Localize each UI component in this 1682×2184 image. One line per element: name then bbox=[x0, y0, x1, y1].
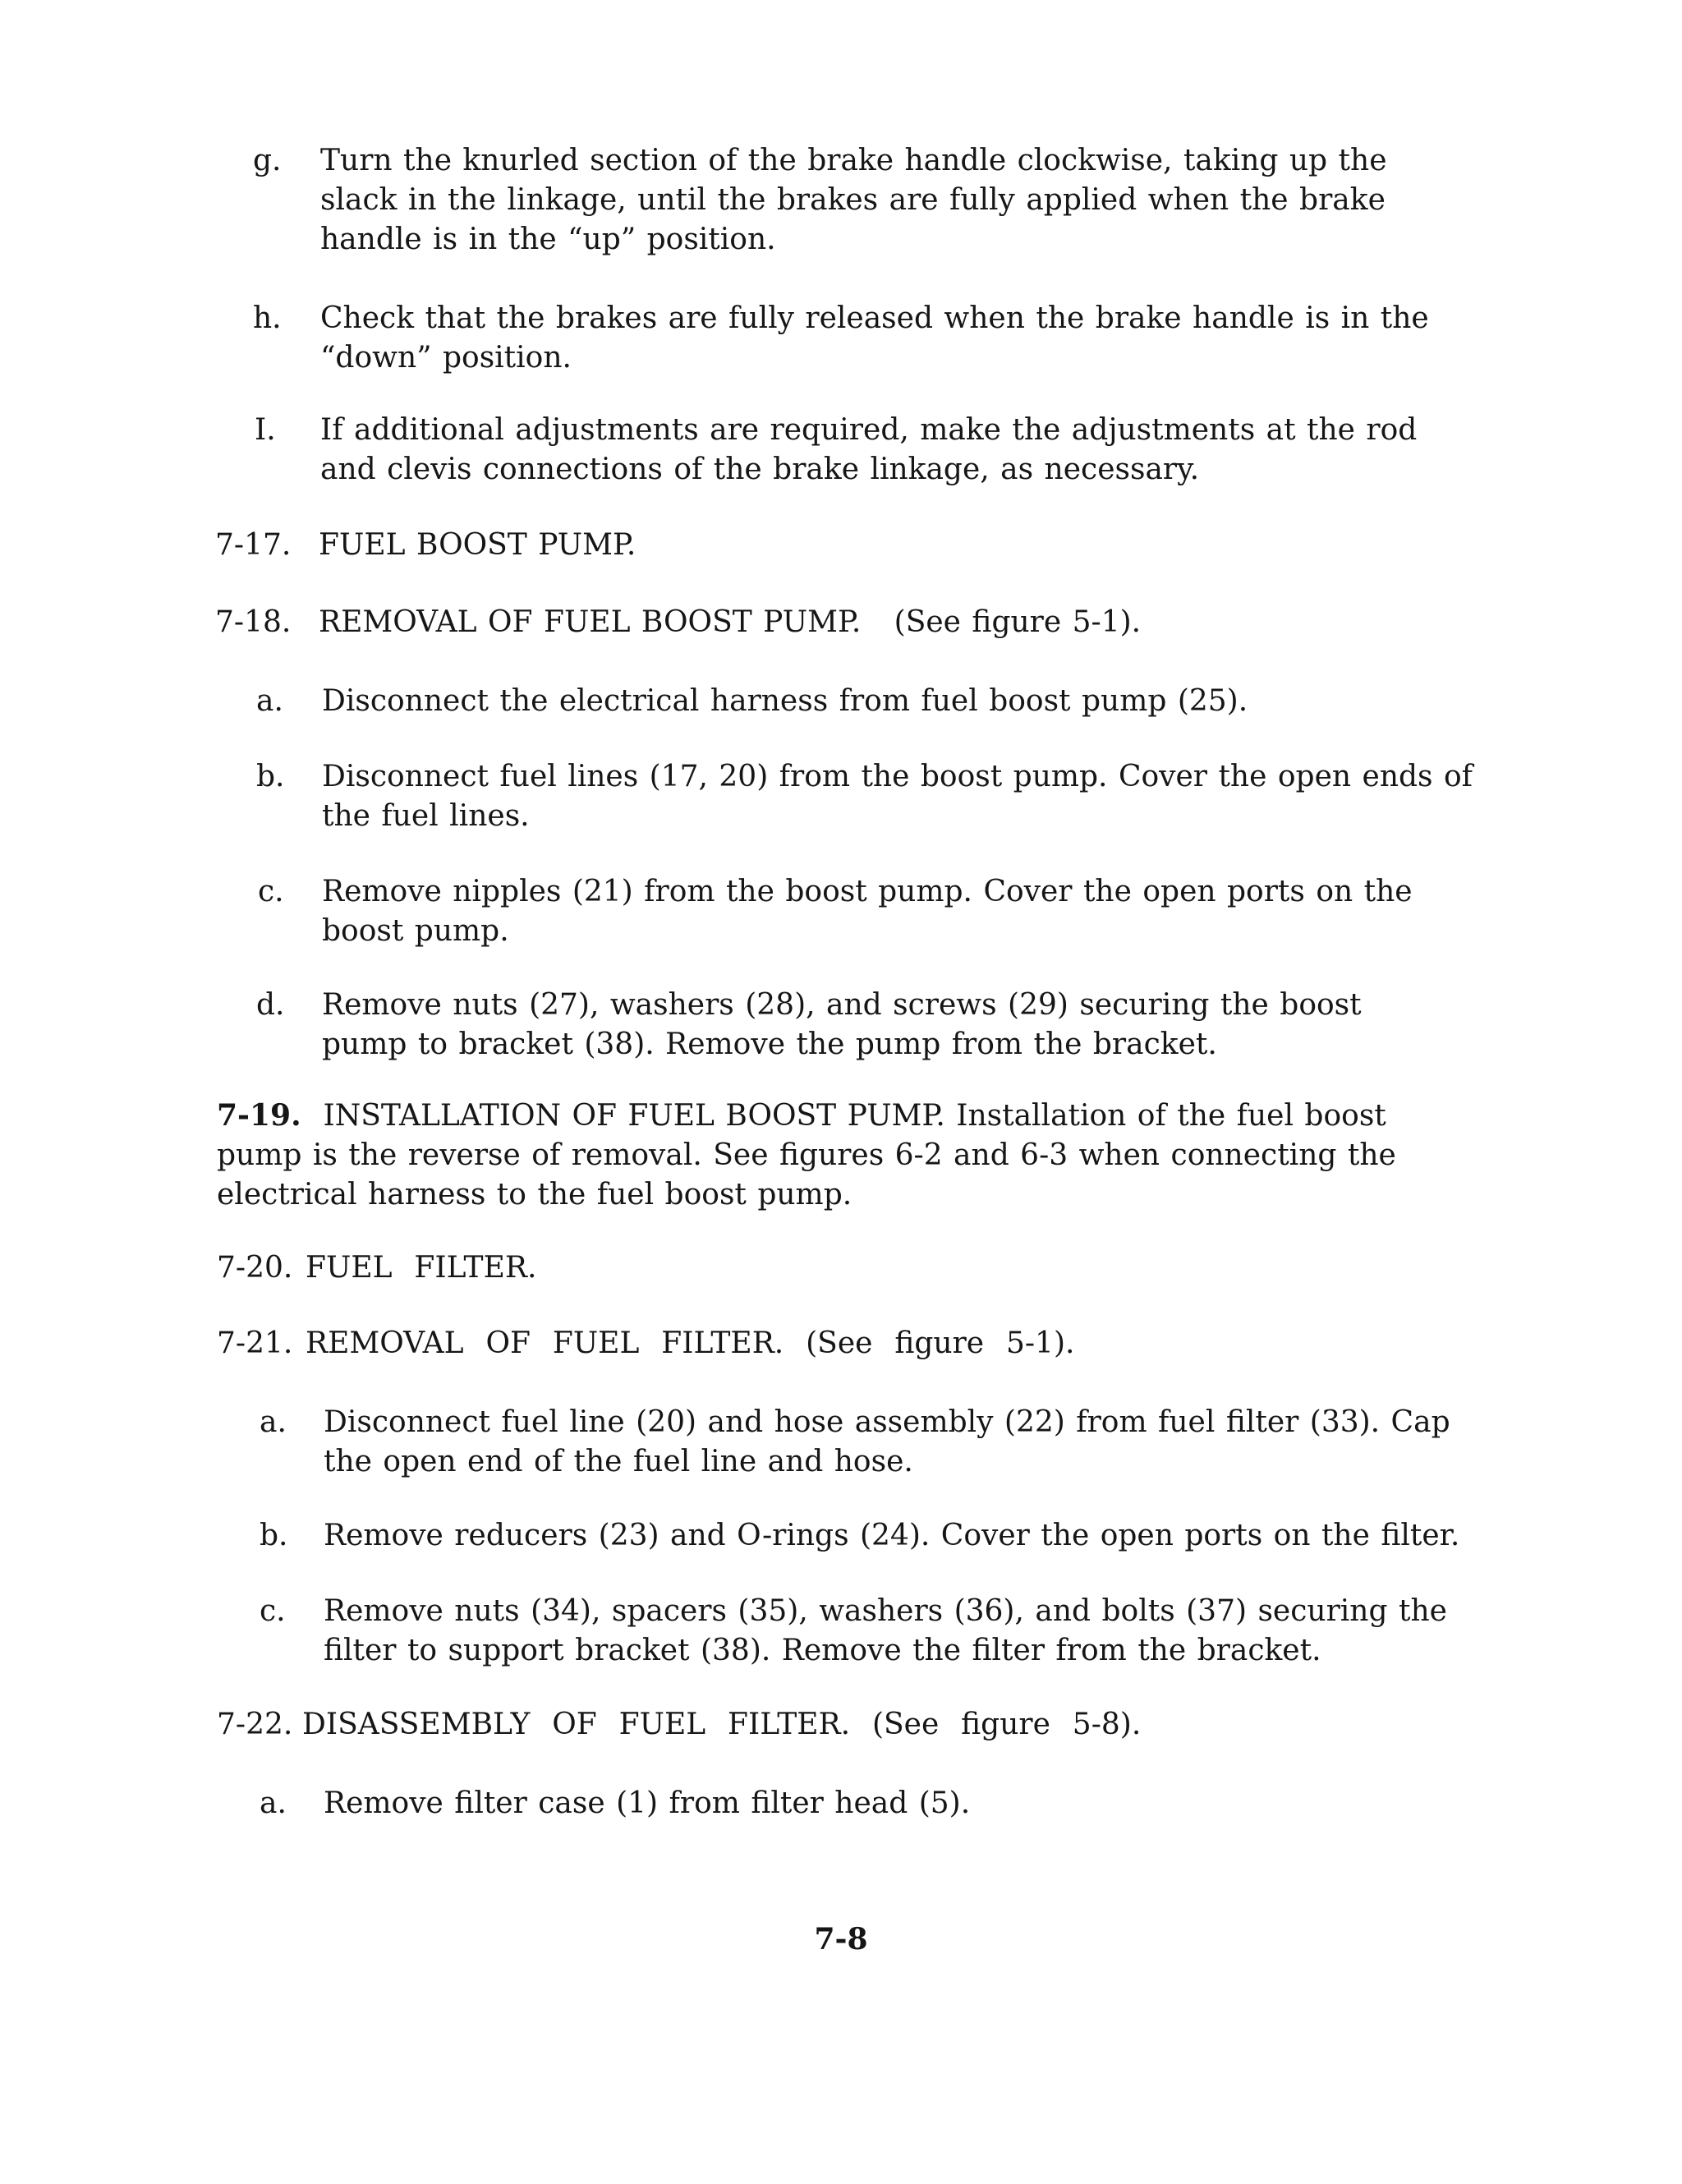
section-heading-7-18 bbox=[215, 603, 1447, 642]
section-heading-7-17 bbox=[215, 526, 1365, 565]
item-text: Disconnect fuel line (20) and hose assembly (22) from fuel filter (33). Cap the open end of the fuel line and hose. bbox=[324, 1405, 1450, 1478]
item-label: b. bbox=[256, 760, 285, 793]
section-number: 7-21. bbox=[217, 1326, 293, 1360]
item-label: h. bbox=[253, 301, 282, 335]
item-text: If additional adjustments are required, make the adjustments at the rod and clevis connections of the brake linkage, as necessary. bbox=[320, 413, 1418, 486]
section-number: 7-17. bbox=[215, 528, 292, 562]
item-label: a. bbox=[260, 1405, 287, 1439]
list-item bbox=[260, 1403, 1500, 1482]
item-label: d. bbox=[256, 988, 285, 1022]
section-text: INSTALLATION OF FUEL BOOST PUMP. Installation of the fuel boost pump is the reverse of removal. See figures 6-2 and 6-3 when connecting the electrical harness to the fuel boost pump. bbox=[217, 1099, 1396, 1212]
item-text: Remove nuts (34), spacers (35), washers (36), and bolts (37) securing the filter to support bracket (38). Remove the filter from the bracket. bbox=[324, 1594, 1447, 1667]
item-label: a. bbox=[260, 1786, 287, 1820]
list-item bbox=[260, 1784, 1500, 1823]
section-title: REMOVAL OF FUEL FILTER. (See figure 5-1). bbox=[306, 1326, 1075, 1360]
page-number: 7-8 bbox=[814, 1922, 868, 1956]
section-paragraph-7-19 bbox=[217, 1096, 1449, 1215]
item-text: Remove reducers (23) and O-rings (24). Cover the open ports on the filter. bbox=[324, 1519, 1460, 1552]
list-item bbox=[260, 1592, 1500, 1671]
list-item bbox=[253, 299, 1493, 378]
item-text: Disconnect fuel lines (17, 20) from the boost pump. Cover the open ends of the fuel lines. bbox=[322, 760, 1473, 833]
item-text: Remove nipples (21) from the boost pump. Cover the open ports on the boost pump. bbox=[322, 875, 1413, 948]
item-label: I. bbox=[255, 413, 276, 447]
item-text: Remove nuts (27), washers (28), and screws (29) securing the boost pump to bracket (38). Remove the pump from the bracket. bbox=[322, 988, 1362, 1061]
section-title: DISASSEMBLY OF FUEL FILTER. (See figure 5-8). bbox=[302, 1708, 1142, 1741]
item-text: Check that the brakes are fully released when the brake handle is in the “down” position. bbox=[320, 301, 1429, 375]
list-item bbox=[256, 986, 1496, 1064]
item-label: c. bbox=[258, 875, 284, 908]
item-text: Disconnect the electrical harness from fuel boost pump (25). bbox=[322, 684, 1248, 718]
section-title: FUEL FILTER. bbox=[306, 1251, 537, 1285]
list-item bbox=[255, 411, 1495, 490]
item-label: g. bbox=[253, 144, 282, 177]
item-label: a. bbox=[256, 684, 283, 718]
section-number: 7-18. bbox=[215, 605, 292, 639]
section-heading-7-21 bbox=[217, 1324, 1367, 1363]
list-item bbox=[260, 1516, 1500, 1556]
section-heading-7-20 bbox=[217, 1248, 1367, 1288]
list-item bbox=[256, 682, 1496, 721]
section-title: FUEL BOOST PUMP. bbox=[319, 528, 636, 562]
section-number: 7-22. bbox=[217, 1708, 293, 1741]
list-item bbox=[258, 872, 1498, 951]
section-title: REMOVAL OF FUEL BOOST PUMP. (See figure 5-1). bbox=[319, 605, 1142, 639]
item-label: c. bbox=[260, 1594, 286, 1628]
section-number: 7-19. bbox=[217, 1098, 301, 1133]
item-text: Remove filter case (1) from filter head (5). bbox=[324, 1786, 971, 1820]
section-heading-7-22 bbox=[217, 1705, 1449, 1745]
list-item bbox=[256, 757, 1496, 836]
list-item bbox=[253, 141, 1493, 260]
item-text: Turn the knurled section of the brake handle clockwise, taking up the slack in the linkage, until the brakes are fully applied when the brake handle is in the “up” position. bbox=[320, 144, 1387, 256]
section-number: 7-20. bbox=[217, 1251, 293, 1285]
item-label: b. bbox=[260, 1519, 288, 1552]
